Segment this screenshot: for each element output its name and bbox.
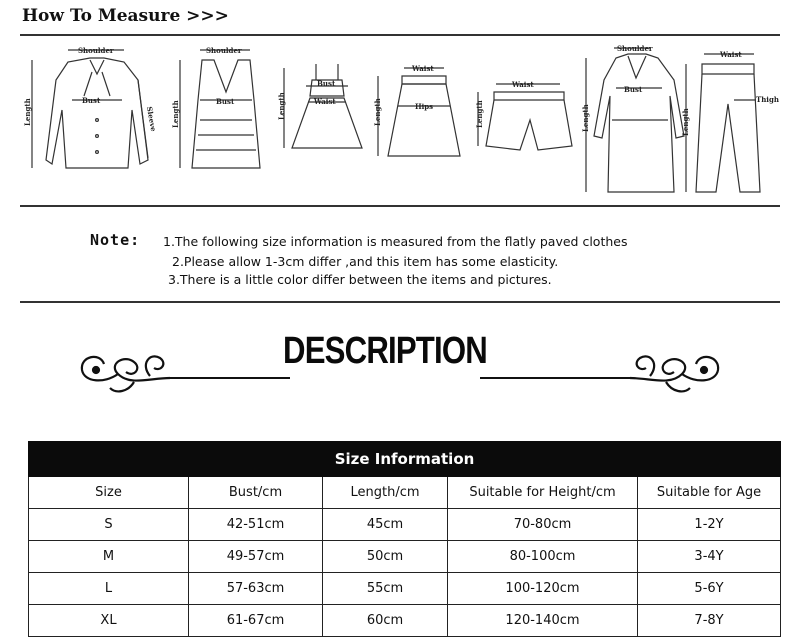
shorts-illustration bbox=[475, 80, 572, 150]
label-length-6: Length bbox=[581, 104, 590, 132]
table-cell: 57-63cm bbox=[189, 573, 323, 605]
label-waist-5: Waist bbox=[512, 80, 534, 89]
label-bust: Bust bbox=[82, 96, 101, 105]
column-header: Length/cm bbox=[323, 477, 448, 509]
label-length-4: Length bbox=[373, 98, 382, 126]
blouse-illustration bbox=[23, 46, 158, 168]
label-shoulder: Shoulder bbox=[78, 46, 114, 55]
table-row bbox=[29, 605, 781, 637]
divider-lower bbox=[20, 301, 780, 303]
column-header: Size bbox=[29, 477, 189, 509]
note-label: Note: bbox=[90, 231, 141, 249]
tank-top-illustration bbox=[171, 46, 260, 168]
note-line-1: 1.The following size information is measured from the flatly paved clothes bbox=[163, 234, 628, 249]
description-title: DESCRIPTION bbox=[283, 330, 487, 372]
label-waist-3: Waist bbox=[314, 97, 336, 106]
label-hips-4: Hips bbox=[415, 102, 434, 111]
label-length-7: Length bbox=[681, 108, 690, 136]
trench-coat-illustration bbox=[581, 44, 684, 192]
label-length: Length bbox=[23, 98, 32, 126]
skirt-illustration bbox=[373, 64, 460, 156]
table-cell: XL bbox=[29, 605, 189, 637]
table-cell: 42-51cm bbox=[189, 509, 323, 541]
label-waist-7: Waist bbox=[720, 50, 742, 59]
divider-middle bbox=[20, 205, 780, 207]
table-cell: M bbox=[29, 541, 189, 573]
divider-top bbox=[20, 34, 780, 36]
page-title: How To Measure >>> bbox=[22, 6, 229, 26]
table-cell: 100-120cm bbox=[448, 573, 638, 605]
table-row bbox=[29, 541, 781, 573]
strap-dress-illustration bbox=[277, 64, 362, 148]
table-cell: L bbox=[29, 573, 189, 605]
label-shoulder-2: Shoulder bbox=[206, 46, 242, 55]
note-line-3: 3.There is a little color differ between the items and pictures. bbox=[168, 272, 552, 287]
size-table-title: Size Information bbox=[29, 442, 781, 477]
label-length-3: Length bbox=[277, 92, 286, 120]
column-header: Suitable for Height/cm bbox=[448, 477, 638, 509]
table-cell: 80-100cm bbox=[448, 541, 638, 573]
table-cell: 60cm bbox=[323, 605, 448, 637]
table-cell: 50cm bbox=[323, 541, 448, 573]
note-line-2: 2.Please allow 1-3cm differ ,and this item has some elasticity. bbox=[172, 254, 559, 269]
table-cell: 1-2Y bbox=[638, 509, 781, 541]
label-sleeve: Sleeve bbox=[144, 105, 159, 133]
label-bust-2: Bust bbox=[216, 97, 235, 106]
label-thigh-7: Thigh bbox=[756, 95, 779, 104]
table-cell: 70-80cm bbox=[448, 509, 638, 541]
size-table bbox=[28, 441, 781, 637]
table-cell: 120-140cm bbox=[448, 605, 638, 637]
label-bust-3: Bust bbox=[317, 79, 336, 88]
table-row bbox=[29, 509, 781, 541]
table-cell: 61-67cm bbox=[189, 605, 323, 637]
column-header: Bust/cm bbox=[189, 477, 323, 509]
table-cell: 7-8Y bbox=[638, 605, 781, 637]
label-length-5: Length bbox=[475, 100, 484, 128]
table-cell: 49-57cm bbox=[189, 541, 323, 573]
label-waist-4: Waist bbox=[412, 64, 434, 73]
table-row bbox=[29, 573, 781, 605]
table-cell: 3-4Y bbox=[638, 541, 781, 573]
column-header: Suitable for Age bbox=[638, 477, 781, 509]
trousers-illustration bbox=[681, 50, 779, 192]
table-cell: 5-6Y bbox=[638, 573, 781, 605]
table-cell: 45cm bbox=[323, 509, 448, 541]
label-shoulder-6: Shoulder bbox=[617, 44, 653, 53]
measurement-illustrations bbox=[20, 40, 780, 200]
label-length-2: Length bbox=[171, 100, 180, 128]
table-cell: 55cm bbox=[323, 573, 448, 605]
table-header-row bbox=[29, 477, 781, 509]
table-cell: S bbox=[29, 509, 189, 541]
label-bust-6: Bust bbox=[624, 85, 643, 94]
